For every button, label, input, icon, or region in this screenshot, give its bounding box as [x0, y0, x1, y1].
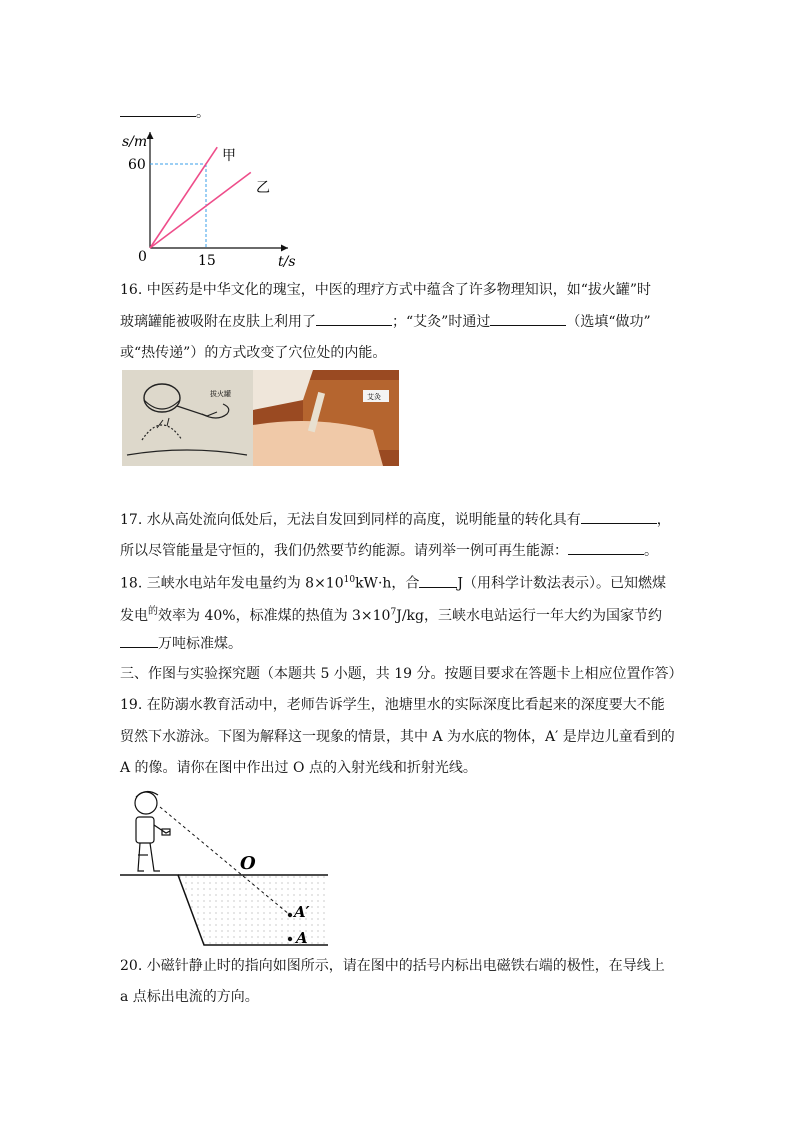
q18-line2 — [120, 602, 662, 626]
label-yi: 乙 — [256, 180, 270, 196]
q18-blank-2[interactable] — [120, 633, 158, 648]
x-axis-label: t/s — [278, 254, 296, 270]
q18-text-d: 发电 — [120, 608, 148, 624]
q16-line2 — [120, 311, 651, 332]
q18-text-c: J（用科学计数法表示）。已知燃煤 — [457, 575, 667, 592]
child-figure — [135, 791, 170, 871]
point-a — [288, 937, 292, 941]
q18-line3 — [120, 633, 242, 654]
y-axis-label: s/m — [122, 134, 148, 150]
q16-line1: 16. 中医药是中华文化的瑰宝，中医的理疗方式中蕴含了许多物理知识，如“拔火罐”时 — [120, 282, 652, 298]
q16-blank-2[interactable] — [490, 311, 566, 326]
pond-diagram — [118, 785, 332, 950]
q18-text-e: 效率为 40%，标准煤的热值为 3×10 — [158, 608, 391, 624]
top-answer-line — [120, 102, 210, 123]
q16-text-c: （选填“做功” — [566, 314, 651, 330]
section3-heading: 三、作图与实验探究题（本题共 5 小题，共 19 分。按题目要求在答题卡上相应位置作答） — [120, 666, 683, 682]
q18-line1 — [120, 570, 666, 594]
q18-text-a: 18. 三峡水电站年发电量约为 8×10 — [120, 575, 344, 592]
point-a-prime — [288, 913, 292, 917]
moxibustion-photo — [253, 370, 399, 466]
q16-line3: 或“热传递”）的方式改变了穴位处的内能。 — [120, 345, 387, 361]
q20-line1: 20. 小磁针静止时的指向如图所示，请在图中的括号内标出电磁铁右端的极性，在导线上 — [120, 958, 665, 974]
q16-blank-1[interactable] — [316, 311, 392, 326]
q17-text-b: ， — [656, 512, 671, 528]
x-tick-15: 15 — [198, 253, 216, 269]
line-jia — [150, 147, 217, 248]
q17-text-d: 。 — [644, 543, 658, 559]
q17-text-a: 17. 水从高处流向低处后，无法自发回到同样的高度，说明能量的转化具有 — [120, 512, 581, 528]
period: 。 — [196, 105, 210, 121]
answer-blank[interactable] — [120, 102, 196, 117]
q17-blank-2[interactable] — [568, 540, 644, 555]
q18-text-f: J/kg，三峡水电站运行一年大约为国家节约 — [396, 608, 662, 624]
s-t-graph — [110, 128, 300, 270]
q18-text-g: 万吨标准煤。 — [158, 636, 242, 652]
y-tick-60: 60 — [128, 157, 146, 173]
q20-line2: a 点标出电流的方向。 — [120, 989, 259, 1005]
q17-blank-1[interactable] — [581, 509, 657, 524]
q18-blank-1[interactable] — [419, 573, 457, 588]
q19-line3: A 的像。请你在图中作出过 O 点的入射光线和折射光线。 — [120, 760, 477, 776]
origin-label: 0 — [138, 249, 147, 265]
cupping-label: 拔火罐 — [210, 390, 231, 398]
q16-text-b: ；“艾灸”时通过 — [392, 314, 491, 330]
q18-small-char: 的 — [148, 606, 158, 617]
moxibustion-label: 艾灸 — [367, 393, 381, 401]
label-jia: 甲 — [222, 148, 236, 164]
q16-text-a: 玻璃罐能被吸附在皮肤上利用了 — [120, 314, 316, 330]
q18-exp-1: 10 — [343, 575, 356, 585]
label-A-prime: A′ — [294, 903, 310, 921]
q17-text-c: 所以尽管能量是守恒的，我们仍然要节约能源。请列举一例可再生能源： — [120, 543, 568, 559]
label-O: O — [240, 853, 256, 874]
q18-exp-2: 7 — [390, 607, 397, 618]
q17-line2 — [120, 540, 658, 561]
label-A: A — [296, 929, 308, 947]
q19-line2: 贸然下水游泳。下图为解释这一现象的情景，其中 A 为水底的物体，A′ 是岸边儿童看到的 — [120, 729, 675, 745]
line-yi — [150, 172, 251, 248]
cupping-illustration — [122, 370, 253, 466]
q19-line1: 19. 在防溺水教育活动中，老师告诉学生，池塘里水的实际深度比看起来的深度要大不能 — [120, 697, 665, 713]
q18-text-b: kW·h，合 — [355, 575, 420, 592]
q17-line1 — [120, 509, 671, 530]
